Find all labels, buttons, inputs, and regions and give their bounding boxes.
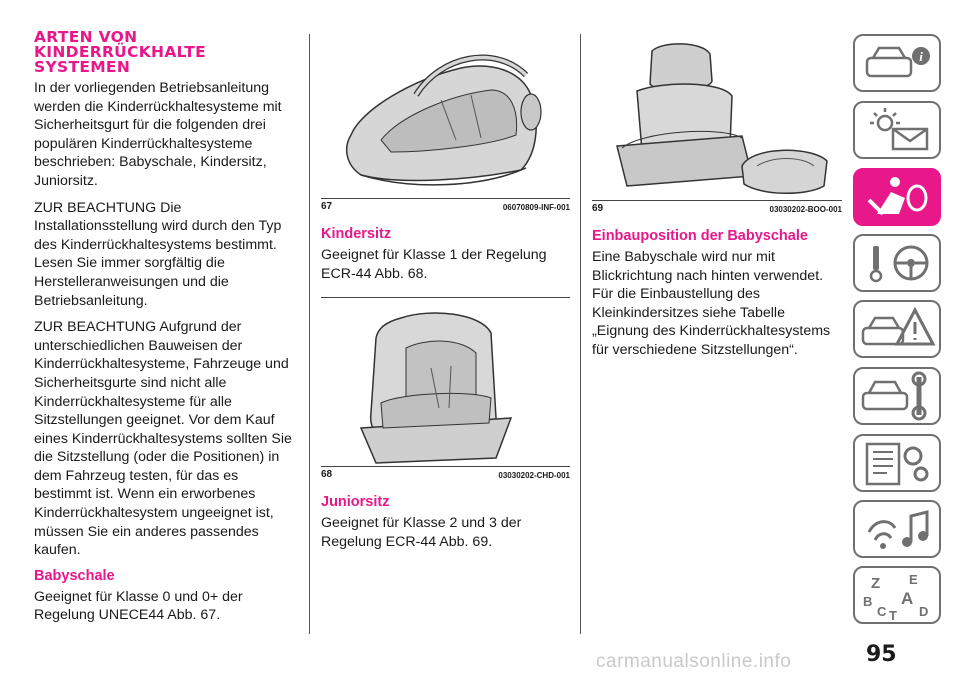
booster-seat-illustration	[592, 36, 842, 200]
babyschale-paragraph: Geeignet für Klasse 0 und 0+ der Regelung UNECE44 Abb. 67.	[34, 588, 243, 624]
car-info-icon	[855, 36, 939, 90]
left-column	[34, 0, 296, 633]
page-number: 95	[866, 642, 897, 667]
title-line-3: SYSTEMEN	[34, 58, 131, 76]
figure-68-caption	[321, 469, 570, 480]
heading-babyschale: Babyschale	[34, 567, 115, 584]
tab-emergency[interactable]	[853, 300, 941, 358]
column-divider-2	[580, 34, 581, 634]
figure-68-child-seat	[321, 308, 570, 467]
tab-warning-lights[interactable]	[853, 101, 941, 159]
middle-column	[321, 0, 570, 559]
media-music-icon	[855, 502, 939, 556]
figure-67-number: 67	[321, 201, 333, 212]
index-letter-d: D	[919, 604, 929, 619]
tab-safety[interactable]	[853, 168, 941, 226]
figure-67-caption	[321, 201, 570, 212]
index-letter-b: B	[863, 594, 873, 609]
figure-69-code: 03030202-BOO-001	[769, 205, 842, 214]
tab-starting-driving[interactable]	[853, 234, 941, 292]
intro-paragraph: In der vorliegenden Betriebsanleitung werden die Kinderrückhaltesysteme mit Sicherheitsgurt für die folgenden drei populären Kinderrückhaltesysteme beschrieben: Babyschale, Kindersitz, Juniorsitz.	[34, 80, 282, 189]
section-title	[34, 30, 296, 75]
column-divider-1	[309, 34, 310, 634]
figure-67-code: 06070809-INF-001	[502, 203, 570, 212]
einbau-paragraph: Eine Babyschale wird nur mit Blickrichtung nach hinten verwendet. Für die Einbaustellung des Kleinkindersitzes siehe Tabelle „Eignung des Kinderrückhaltesystems für verschiedene Sitzstellungen“.	[592, 249, 831, 358]
figure-68-number: 68	[321, 469, 333, 481]
index-letter-a: A	[901, 589, 914, 608]
heading-juniorsitz: Juniorsitz	[321, 494, 390, 511]
car-warning-icon	[855, 302, 939, 356]
index-letter-c: C	[877, 604, 887, 619]
juniorsitz-paragraph: Geeignet für Klasse 2 und 3 der Regelung ECR-44 Abb. 69.	[321, 515, 522, 550]
tab-technical-data[interactable]	[853, 434, 941, 492]
figure-67-infant-carrier	[321, 40, 570, 199]
child-seat-illustration	[321, 308, 570, 466]
right-column	[592, 0, 842, 368]
index-letter-t: T	[889, 608, 897, 622]
alphabet-index-icon	[855, 568, 939, 622]
watermark: carmanualsonline.info	[596, 651, 792, 672]
svg-text:i: i	[919, 49, 923, 64]
steering-wheel-key-icon	[855, 236, 939, 290]
kindersitz-paragraph: Geeignet für Klasse 1 der Regelung ECR-44 Abb. 68.	[321, 247, 547, 282]
figure-68-code: 03030202-CHD-001	[498, 471, 570, 481]
index-letter-e: E	[909, 572, 918, 587]
infant-carrier-illustration	[321, 40, 570, 198]
car-wrench-icon	[855, 369, 939, 423]
warning-lights-mail-icon	[855, 103, 939, 157]
airbag-seat-icon	[855, 170, 939, 224]
title-line-1: ARTEN VON	[34, 28, 138, 46]
tab-maintenance[interactable]	[853, 367, 941, 425]
tab-car-info[interactable]	[853, 34, 941, 92]
heading-kindersitz: Kindersitz	[321, 226, 392, 242]
figure-69-number: 69	[592, 203, 604, 214]
separator-rule	[321, 297, 570, 298]
note-paragraph-1: ZUR BEACHTUNG Die Installationsstellung wird durch den Typ des Kinderrückhaltesystems bestimmt. Lesen Sie immer sorgfältig die Herstelleranweisungen und die Betriebsanleitung.	[34, 199, 282, 309]
heading-einbauposition: Einbauposition der Babyschale	[592, 228, 808, 244]
note-paragraph-2: ZUR BEACHTUNG Aufgrund der unterschiedlichen Bauweisen der Kinderrückhaltesysteme, Fahrzeuge und Sicherheitsgurte sind nicht alle Kinderrückhaltesysteme für alle Sitzstellungen geeignet. Vor dem Kauf eines Kinderrückhaltesystems sollten Sie die Sitzstellung (oder die Positionen) in dem Fahrzeug testen, für das es bestimmt ist. Wenn ein erworbenes Kinderrückhaltesystem ungeeignet ist, müssen Sie ein anderes passendes kaufen.	[34, 319, 292, 559]
title-line-2: KINDERRÜCKHALTE	[34, 43, 206, 61]
document-gears-icon	[855, 436, 939, 490]
figure-69-booster-seat	[592, 36, 842, 201]
figure-69-caption	[592, 203, 842, 214]
index-letter-z: Z	[871, 575, 881, 592]
tab-multimedia[interactable]	[853, 500, 941, 558]
tab-index[interactable]	[853, 566, 941, 624]
